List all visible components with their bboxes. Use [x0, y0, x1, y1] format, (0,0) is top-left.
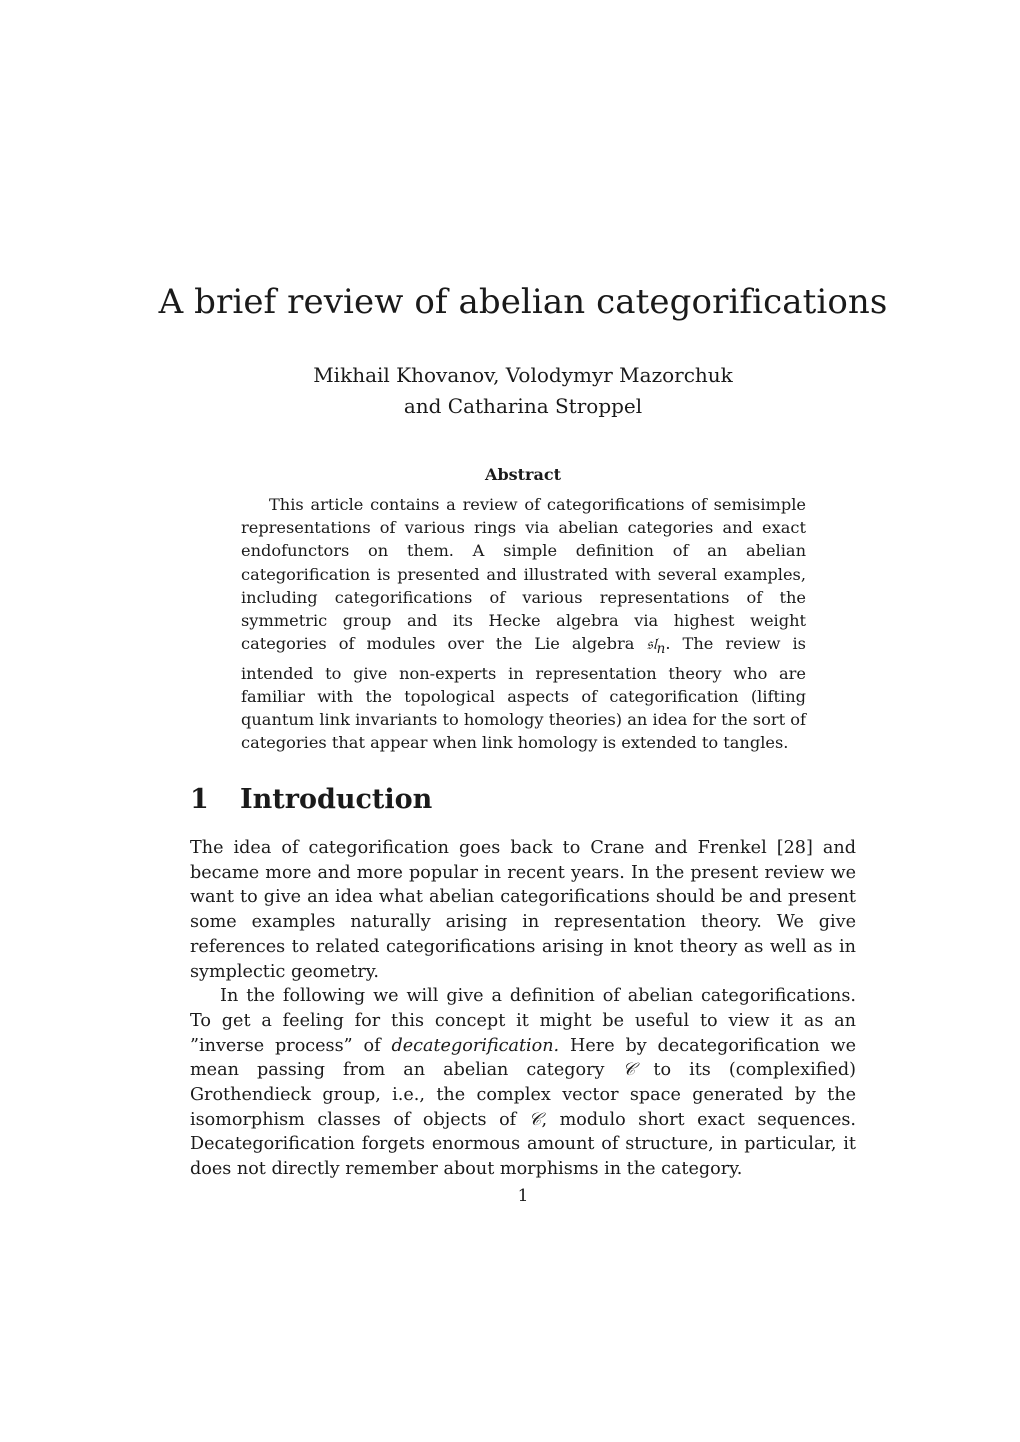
intro-p2-text-b: Here by decategorification we mean passing from an abelian category	[190, 1035, 856, 1081]
abstract-text-part-2: . The review is intended to give non-experts in representation theory who are familiar with the topological aspects of categorification (lifting quantum link invariants to homology theories) an idea for the sort of categories that appear when link homology is extended to tangles.	[241, 634, 806, 753]
intro-p2-text-d: , modulo short exact sequences. Decategorification forgets enormous amount of structure, in particular, it does not directly remember about morphisms in the category.	[190, 1109, 856, 1180]
lie-algebra-subscript: n	[656, 641, 666, 658]
intro-paragraph-2	[190, 984, 856, 1182]
abstract-heading: Abstract	[485, 465, 561, 484]
section-title: Introduction	[240, 784, 433, 815]
abstract-body	[241, 493, 806, 754]
lie-algebra-symbol	[646, 634, 666, 658]
abstract-text-part-1: This article contains a review of categorifications of semisimple representations of various rings via abelian categories and exact endofunctors on them. A simple definition of an abelian categorification is presented and illustrated with several examples, including categorifications of various representations of the symmetric group and its Hecke algebra via highest weight categories of modules over the Lie algebra	[241, 495, 806, 654]
page-number: 1	[517, 1186, 529, 1206]
abstract-paragraph	[241, 493, 806, 754]
intro-p2-text-c: to its (complexified) Grothendieck group, i.e., the complex vector space generated by the isomorphism classes of objects of	[190, 1060, 856, 1130]
category-symbol: 𝒞	[528, 1109, 542, 1130]
introduction-body	[190, 836, 856, 1182]
section-heading-introduction	[190, 784, 432, 815]
paper-title: A brief review of abelian categorifications	[158, 282, 888, 322]
section-number: 1	[190, 784, 209, 815]
category-symbol: 𝒞	[622, 1060, 636, 1081]
authors-line-1: Mikhail Khovanov, Volodymyr Mazorchuk	[313, 363, 733, 387]
intro-p2-text-a: In the following we will give a definition of abelian categorifications. To get a feeling for this concept it might be useful to view it as an ”inverse process” of	[190, 986, 856, 1056]
lie-algebra-name: 𝔰𝔩	[646, 634, 657, 654]
author-list	[0, 360, 1020, 422]
decategorification-term: decategorification.	[391, 1035, 560, 1056]
intro-paragraph-1: The idea of categorification goes back to Crane and Frenkel [28] and became more and more popular in recent years. In the present review we want to give an idea what abelian categorifications should be and present some examples naturally arising in representation theory. We give references to related categorifications arising in knot theory as well as in symplectic geometry.	[190, 838, 856, 982]
authors-line-2: and Catharina Stroppel	[403, 394, 643, 418]
